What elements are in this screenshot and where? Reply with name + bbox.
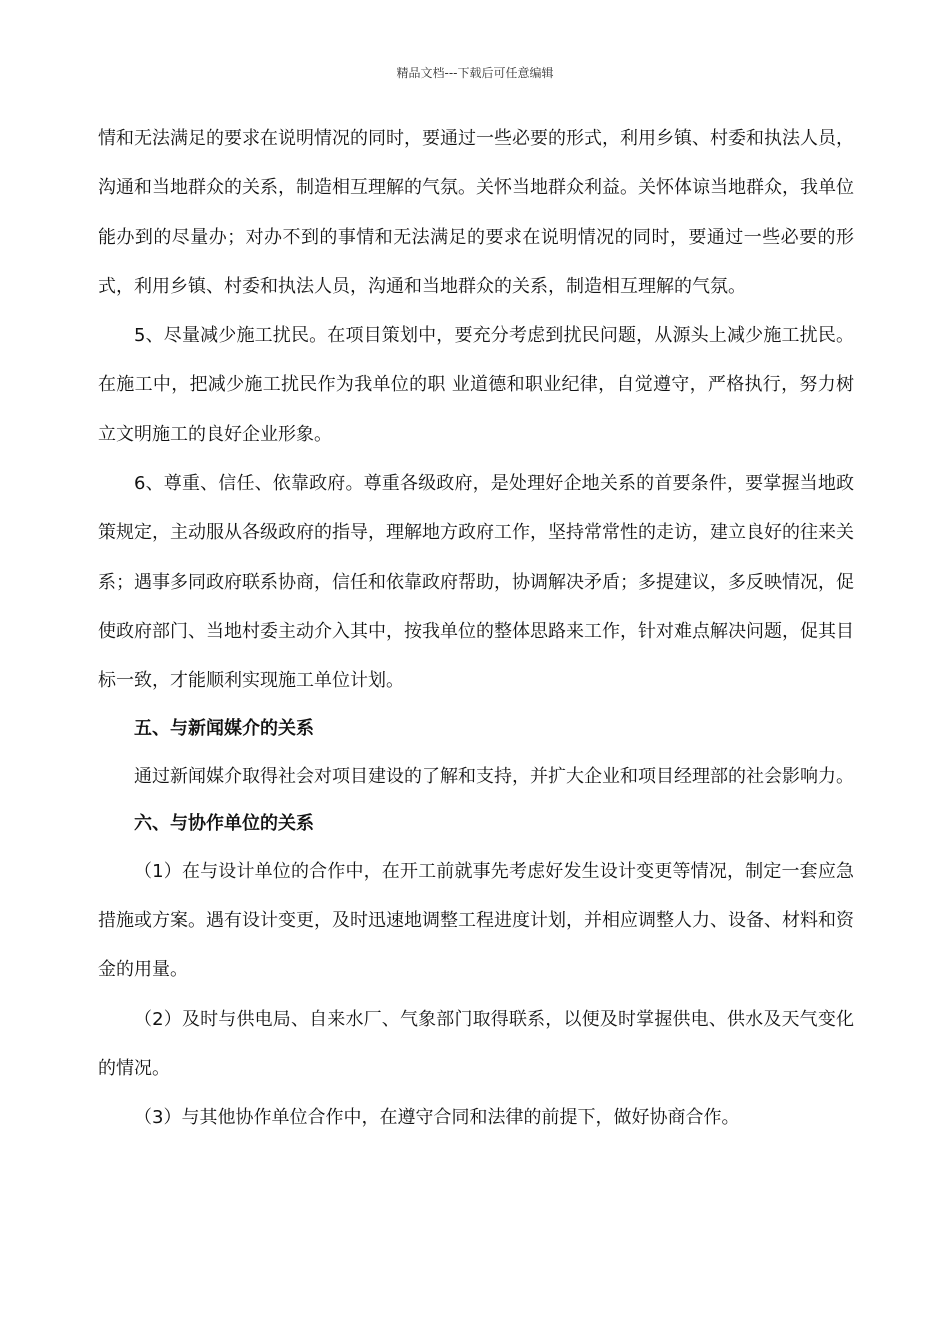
paragraph-design-unit: （1）在与设计单位的合作中，在开工前就事先考虑好发生设计变更等情况，制定一套应急措施或方案。遇有设计变更，及时迅速地调整工程进度计划，并相应调整人力、设备、材料和资金的用量。 [98,860,854,981]
section-heading-media: 五、与新闻媒介的关系 [134,717,314,739]
paragraph-respect-government: 6、尊重、信任、依靠政府。尊重各级政府，是处理好企地关系的首要条件，要掌握当地政策规定，主动服从各级政府的指导，理解地方政府工作，坚持常常性的走访，建立良好的往来关系；遇事多同政府联系协商，信任和依靠政府帮助，协调解决矛盾；多提建议，多反映情况，促使政府部门、当地村委主动介入其中，按我单位的整体思路来工作，针对难点解决问题，促其目标一致，才能顺利实现施工单位计划。 [98,473,854,692]
paragraph-utilities: （2）及时与供电局、自来水厂、气象部门取得联系，以便及时掌握供电、供水及天气变化的情况。 [98,1008,854,1080]
document-body [98,114,854,1143]
paragraph-reduce-disturbance: 5、尽量减少施工扰民。在项目策划中，要充分考虑到扰民问题，从源头上减少施工扰民。在施工中，把减少施工扰民作为我单位的职 业道德和职业纪律，自觉遵守，严格执行，努力树立文明施工的良好企业形象。 [98,325,854,445]
section-heading-partners: 六、与协作单位的关系 [134,812,314,834]
paragraph-community-relations: 情和无法满足的要求在说明情况的同时，要通过一些必要的形式，利用乡镇、村委和执法人员，沟通和当地群众的关系，制造相互理解的气氛。关怀当地群众利益。关怀体谅当地群众，我单位能办到的尽量办；对办不到的事情和无法满足的要求在说明情况的同时，要通过一些必要的形式，利用乡镇、村委和执法人员，沟通和当地群众的关系，制造相互理解的气氛。 [98,128,854,297]
page-header: 精品文档---下载后可任意编辑 [396,66,554,80]
paragraph-media: 通过新闻媒介取得社会对项目建设的了解和支持，并扩大企业和项目经理部的社会影响力。 [134,765,854,787]
paragraph-other-partners: （3）与其他协作单位合作中，在遵守合同和法律的前提下，做好协商合作。 [134,1107,740,1129]
